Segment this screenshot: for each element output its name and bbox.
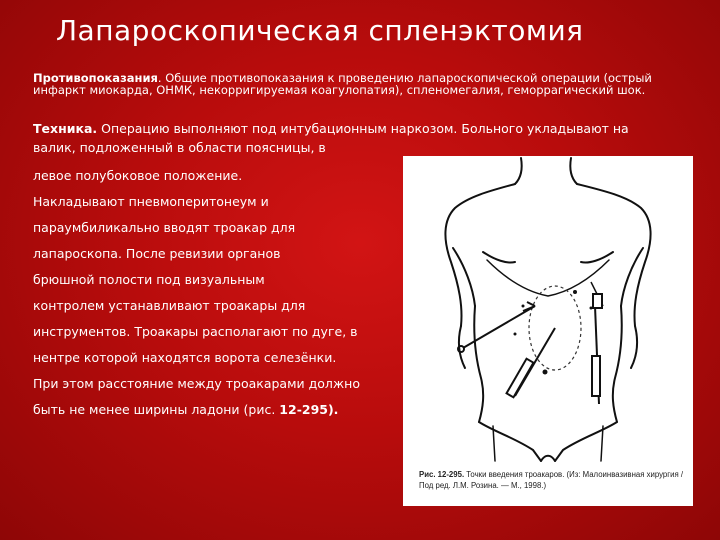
- figure-caption: [419, 469, 685, 491]
- torso-illustration: [403, 156, 693, 506]
- technique-line-10: нентре которой находятся ворота селезёнки.: [33, 350, 337, 365]
- technique-line-4: Накладывают пневмоперитонеум и: [33, 194, 269, 209]
- figure-caption-text: Точки введения троакаров. (Из: Малоинвазивная хирургия / Под ред. Л.М. Розина. — М., 1998.): [419, 470, 684, 490]
- slide-title: Лапароскопическая спленэктомия: [56, 14, 584, 47]
- figure-trocar-points: [403, 156, 693, 506]
- technique-line-5: параумбиликально вводят троакар для: [33, 220, 296, 235]
- technique-line-7: брюшной полости под визуальным: [33, 272, 265, 287]
- technique-label: Техника.: [33, 121, 98, 136]
- figure-caption-label: Рис. 12-295.: [419, 470, 465, 479]
- technique-line-12: быть не менее ширины ладони (рис. 12-295).: [33, 402, 339, 417]
- figure-reference: 12-295).: [279, 402, 339, 417]
- technique-line-1: Техника. Операцию выполняют под интубационным наркозом. Больного укладывают на: [33, 121, 629, 136]
- contraindications-paragraph: [33, 72, 693, 96]
- technique-line-2: валик, подложенный в области поясницы, в: [33, 140, 326, 155]
- technique-line-8: контролем устанавливают троакары для: [33, 298, 306, 313]
- technique-line-9: инструментов. Троакары располагают по дуге, в: [33, 324, 358, 339]
- technique-line-11: При этом расстояние между троакарами должно: [33, 376, 360, 391]
- technique-line-3: левое полубоковое положение.: [33, 168, 243, 183]
- technique-line-6: лапароскопа. После ревизии органов: [33, 246, 281, 261]
- contraindications-label: Противопоказания: [33, 71, 158, 85]
- contraindications-text: . Общие противопоказания к проведению лапароскопической операции (острый инфаркт миокарда, ОНМК, некорригируемая коагулопатия), спленомегалия, геморрагический шок.: [33, 71, 652, 97]
